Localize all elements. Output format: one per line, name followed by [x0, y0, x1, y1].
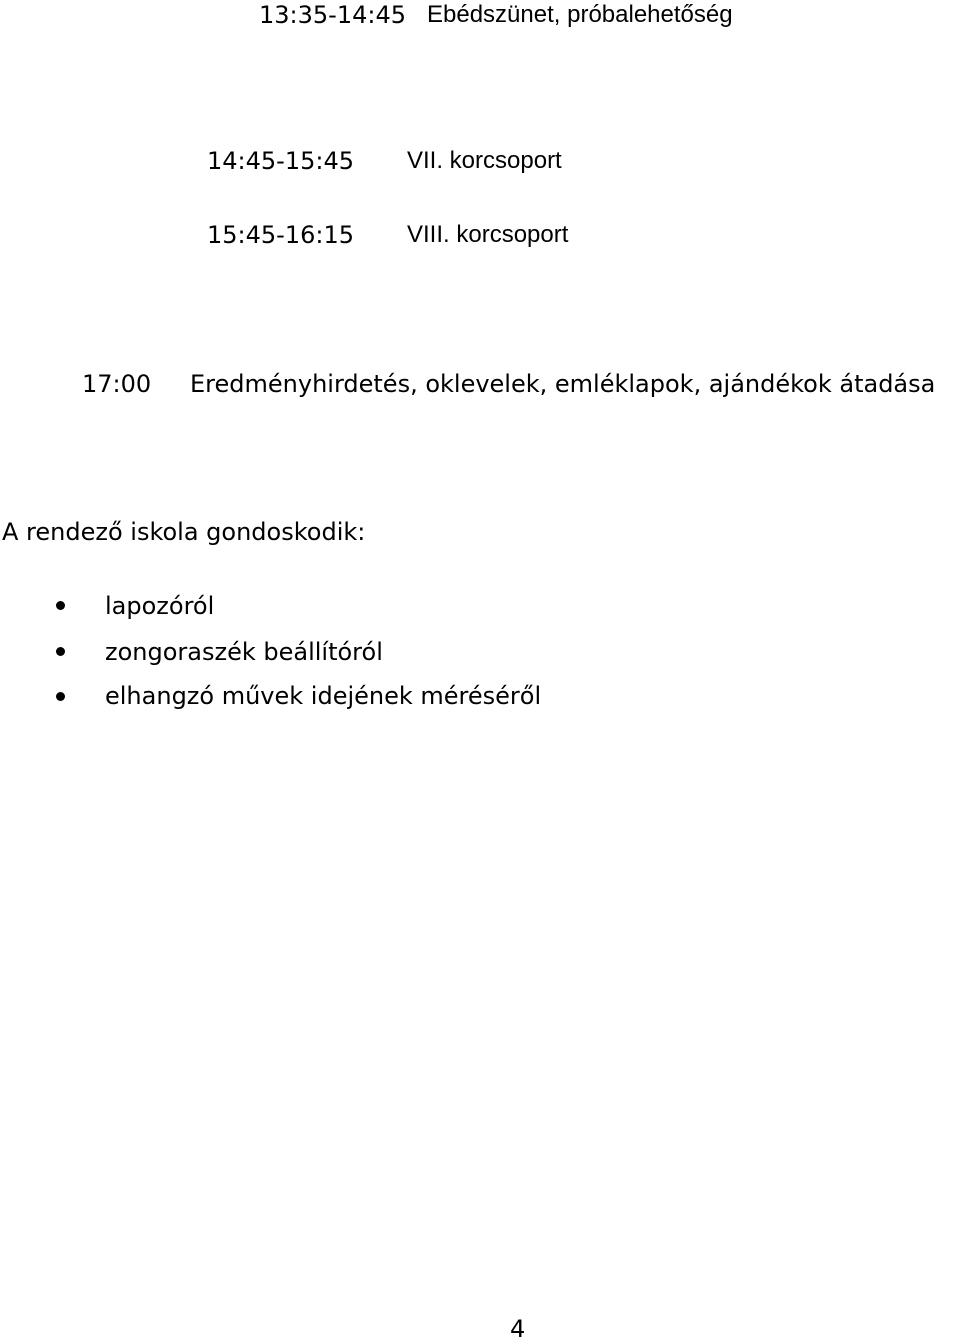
organizer-item-1: lapozóról — [105, 592, 215, 620]
bullet-icon — [56, 692, 65, 701]
organizer-heading: A rendező iskola gondoskodik: — [2, 518, 366, 546]
announcement-text: Eredményhirdetés, oklevelek, emléklapok, ajándékok átadása — [190, 370, 936, 398]
lunch-text: Ebédszünet, próbalehetőség — [427, 1, 733, 28]
bullet-icon — [56, 601, 65, 610]
organizer-item-3: elhangzó művek idejének méréséről — [105, 682, 542, 710]
bullet-icon — [56, 647, 65, 656]
lunch-time: 13:35-14:45 — [259, 1, 406, 29]
schedule-time-1: 14:45-15:45 — [207, 147, 354, 175]
schedule-group-2: VIII. korcsoport — [407, 221, 569, 248]
organizer-item-2: zongoraszék beállítóról — [105, 638, 383, 666]
schedule-time-2: 15:45-16:15 — [207, 221, 354, 249]
announcement-time: 17:00 — [82, 370, 152, 398]
schedule-group-1: VII. korcsoport — [407, 147, 562, 174]
page-number: 4 — [510, 1315, 526, 1343]
